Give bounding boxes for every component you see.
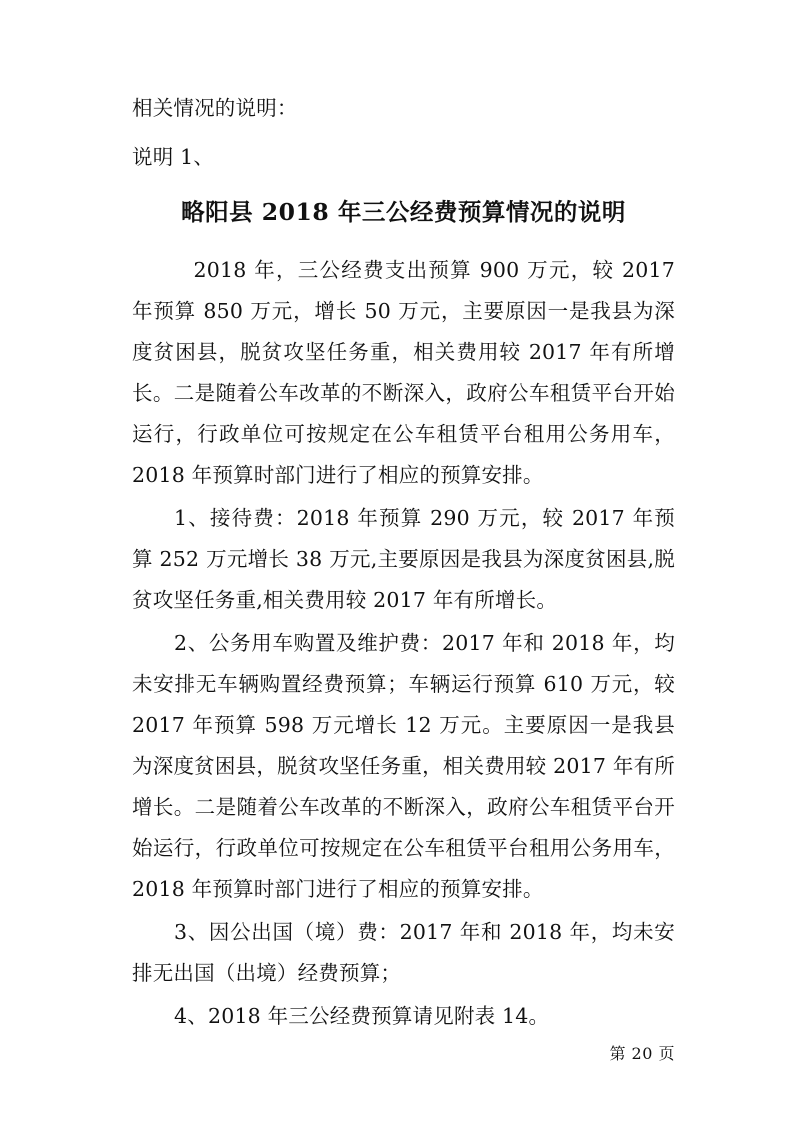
paragraph-1: 2018 年，三公经费支出预算 900 万元，较 2017 年预算 850 万元，增长 50 万元，主要原因一是我县为深度贫困县，脱贫攻坚任务重，相关费用较 2017 年有所增长。二是随着公车改革的不断深入，政府公车租赁平台开始运行，行政单位可按规定在公车租赁平台租用公务用车，2018 年预算时部门进行了相应的预算安排。 (132, 258, 675, 487)
page-title: 略阳县 2018 年三公经费预算情况的说明 (181, 198, 626, 226)
paragraph-4: 3、因公出国（境）费：2017 年和 2018 年，均未安排无出国（出境）经费预算； (132, 920, 675, 985)
paragraph-2: 1、接待费：2018 年预算 290 万元，较 2017 年预算 252 万元增长 38 万元,主要原因是我县为深度贫困县,脱贫攻坚任务重,相关费用较 2017 年有所增长。 (132, 506, 675, 612)
intro-line-1: 相关情况的说明： (132, 96, 298, 120)
page-footer: 第 20 页 (609, 1044, 675, 1063)
paragraph-5: 4、2018 年三公经费预算请见附表 14。 (174, 1004, 550, 1028)
paragraph-3: 2、公务用车购置及维护费：2017 年和 2018 年，均未安排无车辆购置经费预算；车辆运行预算 610 万元，较 2017 年预算 598 万元增长 12 万元。主要原因一是我县为深度贫困县，脱贫攻坚任务重，相关费用较 2017 年有所增长。二是随着公车改革的不断深入，政府公车租赁平台开始运行，行政单位可按规定在公车租赁平台租用公务用车，2018 年预算时部门进行了相应的预算安排。 (132, 631, 675, 901)
intro-line-2: 说明 1、 (132, 145, 215, 169)
document-body (132, 88, 675, 1037)
